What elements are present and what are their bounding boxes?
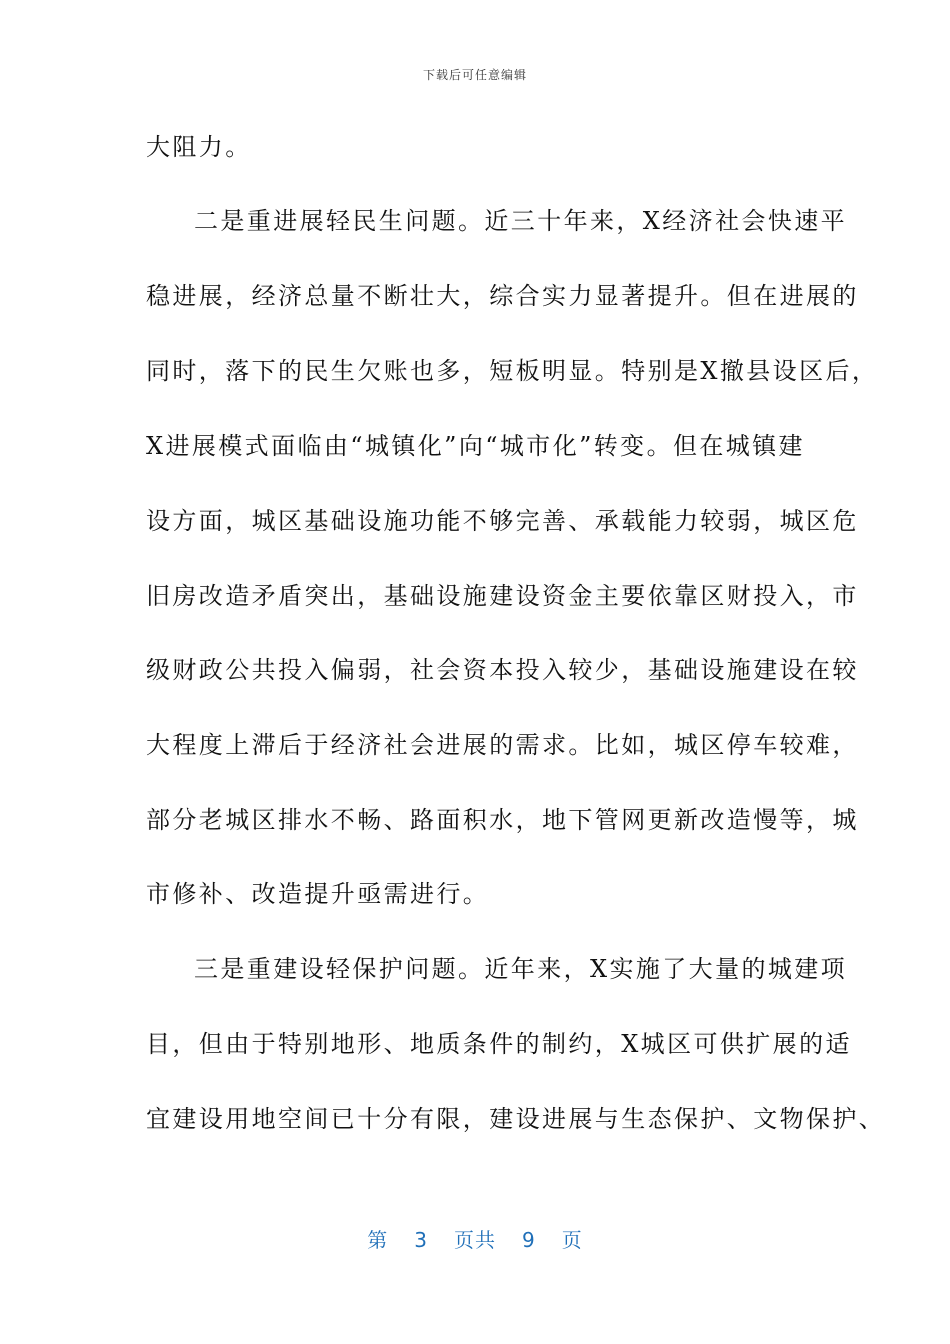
header-note: 下载后可任意编辑 (422, 68, 527, 82)
body-line: 稳进展，经济总量不断壮大，综合实力显著提升。但在进展的 (146, 282, 859, 310)
body-line: 目，但由于特别地形、地质条件的制约，X城区可供扩展的适 (146, 1030, 852, 1058)
body-line: 旧房改造矛盾突出，基础设施建设资金主要依靠区财投入，市 (146, 582, 859, 610)
footer-suffix: 页 (561, 1228, 583, 1252)
page-footer (0, 1224, 950, 1253)
paragraph-start-line: 三是重建设轻保护问题。近年来，X实施了大量的城建项 (194, 955, 848, 983)
total-pages-number: 9 (522, 1228, 536, 1252)
body-line: 大程度上滞后于经济社会进展的需求。比如，城区停车较难， (146, 731, 859, 759)
body-line: 设方面，城区基础设施功能不够完善、承载能力较弱，城区危 (146, 507, 859, 535)
footer-prefix: 第 (367, 1228, 389, 1252)
body-line: 部分老城区排水不畅、路面积水，地下管网更新改造慢等，城 (146, 806, 859, 834)
footer-middle: 页共 (454, 1228, 496, 1252)
body-line: 宜建设用地空间已十分有限，建设进展与生态保护、文物保护、 (146, 1105, 886, 1133)
current-page-number: 3 (414, 1228, 428, 1252)
body-line: 市修补、改造提升亟需进行。 (146, 880, 490, 908)
body-line: X进展模式面临由“城镇化”向“城市化”转变。但在城镇建 (146, 432, 805, 460)
body-line: 同时，落下的民生欠账也多，短板明显。特别是X撤县设区后， (146, 357, 879, 385)
body-line: 大阻力。 (146, 133, 252, 161)
body-line: 级财政公共投入偏弱，社会资本投入较少，基础设施建设在较 (146, 656, 859, 684)
paragraph-start-line: 二是重进展轻民生问题。近三十年来，X经济社会快速平 (194, 207, 848, 235)
